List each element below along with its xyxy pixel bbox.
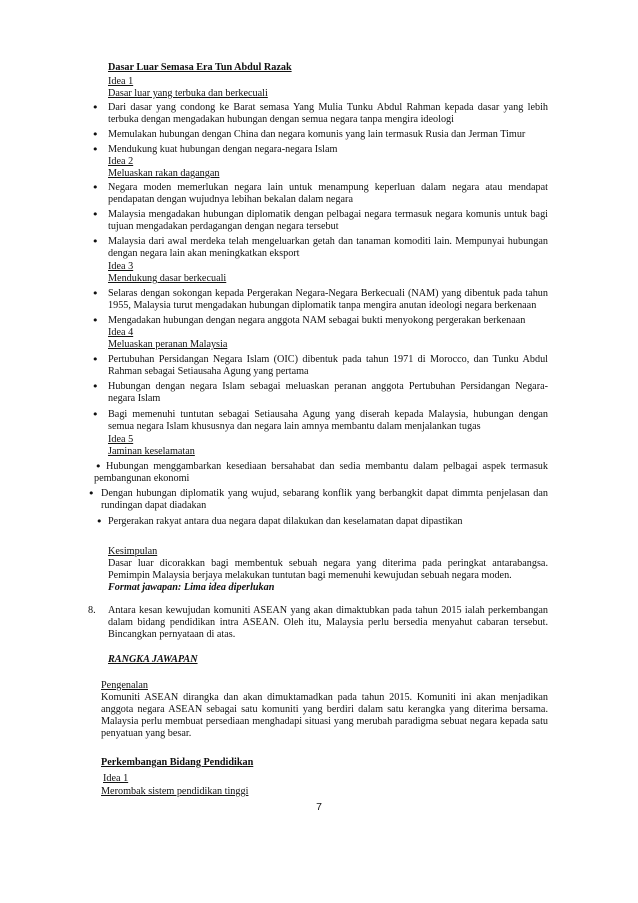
- idea-title: Mendukung dasar berkecuali: [108, 273, 227, 284]
- bullet-text: Selaras dengan sokongan kepada Pergerakan Negara-Negara Berkecuali (NAM) yang dibentuk pada tahun: [108, 288, 548, 299]
- conclusion-text: Pemimpin Malaysia berjaya melakukan tuntutan bagi memenuhi kewujudan sebuah negara moden.: [108, 570, 512, 581]
- bullet-text: Pergerakan rakyat antara dua negara dapat dilakukan dan keselamatan dapat dipastikan: [108, 516, 463, 527]
- bullet-icon: •: [92, 380, 99, 393]
- page-number: 7: [316, 801, 322, 813]
- bullet-text: Negara moden memerlukan negara lain untuk menampung keperluan dalam negara atau mendapat: [108, 182, 548, 193]
- bullet-text: Bagi memenuhi tuntutan sebagai Setiausaha Agung yang diserah kepada Malaysia, hubungan dengan: [108, 409, 548, 420]
- bullet-text: Rahman sebagai Setiausaha Agung yang pertama: [108, 366, 309, 377]
- bullet-icon: •: [92, 314, 99, 327]
- question-text: dalam bidang pendidikan intra ASEAN. Oleh itu, Malaysia perlu bersedia menyahut cabaran tersebut.: [108, 617, 548, 628]
- intro-text: Komuniti ASEAN dirangka dan akan dimuktamadkan pada tahun 2015. Komuniti ini akan menjadikan: [101, 692, 548, 703]
- bullet-text: negara Islam: [108, 393, 161, 404]
- answer-outline-heading: RANGKA JAWAPAN: [108, 654, 198, 665]
- bullet-text: Hubungan dengan negara Islam sebagai meluaskan peranan anggota Pertubuhan Persidangan Negara-: [108, 381, 548, 392]
- bullet-icon: •: [92, 128, 99, 141]
- bullet-text: Mendukung kuat hubungan dengan negara-negara Islam: [108, 144, 338, 155]
- bullet-icon: •: [92, 408, 99, 421]
- bullet-icon: •: [95, 460, 102, 473]
- bullet-icon: •: [92, 353, 99, 366]
- bullet-text: semua negara Islam khususnya dan negara lain amnya membantu dalam menjalankan tugas: [108, 421, 481, 432]
- intro-label: Pengenalan: [101, 680, 148, 691]
- idea-title: Meluaskan peranan Malaysia: [108, 339, 228, 350]
- idea-label: Idea 3: [108, 261, 134, 272]
- bullet-icon: •: [96, 515, 103, 528]
- section-heading-education: Perkembangan Bidang Pendidikan: [101, 757, 254, 768]
- question-text: Bincangkan pernyataan di atas.: [108, 629, 236, 640]
- bullet-icon: •: [92, 101, 99, 114]
- bullet-text: pendapatan dengan wujudnya lebihan bekalan dalam negara: [108, 194, 353, 205]
- bullet-icon: •: [92, 235, 99, 248]
- question-number: 8.: [88, 605, 96, 616]
- bullet-text: Mengadakan hubungan dengan negara anggota NAM sebagai bukti menyokong pergerakan berkenaan: [108, 315, 526, 326]
- bullet-text: Dari dasar yang condong ke Barat semasa Yang Mulia Tunku Abdul Rahman kepada dasar yang lebih: [108, 102, 548, 113]
- bullet-icon: •: [92, 208, 99, 221]
- bullet-text: dengan negara lain akan meningkatkan eksport: [108, 248, 300, 259]
- intro-text: anggota negara ASEAN sebagai satu komuniti yang berdiri dalam satu kerangka yang diterima bersama.: [101, 704, 548, 715]
- idea-label: Idea 1: [108, 76, 134, 87]
- intro-text: Malaysia perlu membuat persediaan menghadapi situasi yang merubah paradigma sebuat negara kepada satu: [101, 716, 548, 727]
- idea-label: Idea 4: [108, 327, 134, 338]
- bullet-text: Dengan hubungan diplomatik yang wujud, sebarang konflik yang berbangkit dapat dimmta penjelasan dan: [101, 488, 548, 499]
- idea-title: Meluaskan rakan dagangan: [108, 168, 220, 179]
- intro-text: penyatuan yang besar.: [101, 728, 192, 739]
- idea-title: Dasar luar yang terbuka dan berkecuali: [108, 88, 268, 99]
- bullet-text: rundingan dapat diadakan: [101, 500, 207, 511]
- bullet-icon: •: [92, 287, 99, 300]
- bullet-text: Malaysia mengadakan hubungan diplomatik dengan pelbagai negara termasuk negara komunis untuk bagi: [108, 209, 548, 220]
- answer-format-note: Format jawapan: Lima idea diperlukan: [108, 582, 275, 593]
- bullet-text: tujuan mengadakan perdagangan dengan negara tersebut: [108, 221, 339, 232]
- bullet-text: Pertubuhan Persidangan Negara Islam (OIC) dibentuk pada tahun 1971 di Morocco, dan Tunku Abdul: [108, 354, 548, 365]
- bullet-text: Memulakan hubungan dengan China dan negara komunis yang lain termasuk Rusia dan Jerman Timur: [108, 129, 526, 140]
- idea-label: Idea 2: [108, 156, 134, 167]
- idea-label: Idea 1: [103, 773, 129, 784]
- idea-title: Merombak sistem pendidikan tinggi: [101, 786, 249, 797]
- section-heading: Dasar Luar Semasa Era Tun Abdul Razak: [108, 62, 292, 73]
- conclusion-text: Dasar luar dicorakkan bagi membentuk sebuah negara yang diterima pada peringkat antarabangsa.: [108, 558, 548, 569]
- bullet-icon: •: [92, 181, 99, 194]
- bullet-text: terbuka dengan mengadakan hubungan dengan semua negara tanpa mengira ideologi: [108, 114, 454, 125]
- question-text: Antara kesan kewujudan komuniti ASEAN yang akan dimaktubkan pada tahun 2015 ialah perkembangan: [108, 605, 548, 616]
- bullet-text: Malaysia dari awal merdeka telah mengeluarkan getah dan tanaman komoditi lain. Mempunyai hubungan: [108, 236, 548, 247]
- idea-label: Idea 5: [108, 434, 134, 445]
- conclusion-label: Kesimpulan: [108, 546, 158, 557]
- bullet-text: 1955, Malaysia turut mengadakan hubungan diplomatik tanpa mengira anutan ideologi negara berkenaan: [108, 300, 537, 311]
- idea-title: Jaminan keselamatan: [108, 446, 195, 457]
- bullet-icon: •: [92, 143, 99, 156]
- bullet-text: pembangunan ekonomi: [94, 473, 190, 484]
- bullet-text: Hubungan menggambarkan kesediaan bersahabat dan sedia membantu dalam pelbagai aspek termasuk: [106, 461, 548, 472]
- bullet-icon: •: [88, 487, 95, 500]
